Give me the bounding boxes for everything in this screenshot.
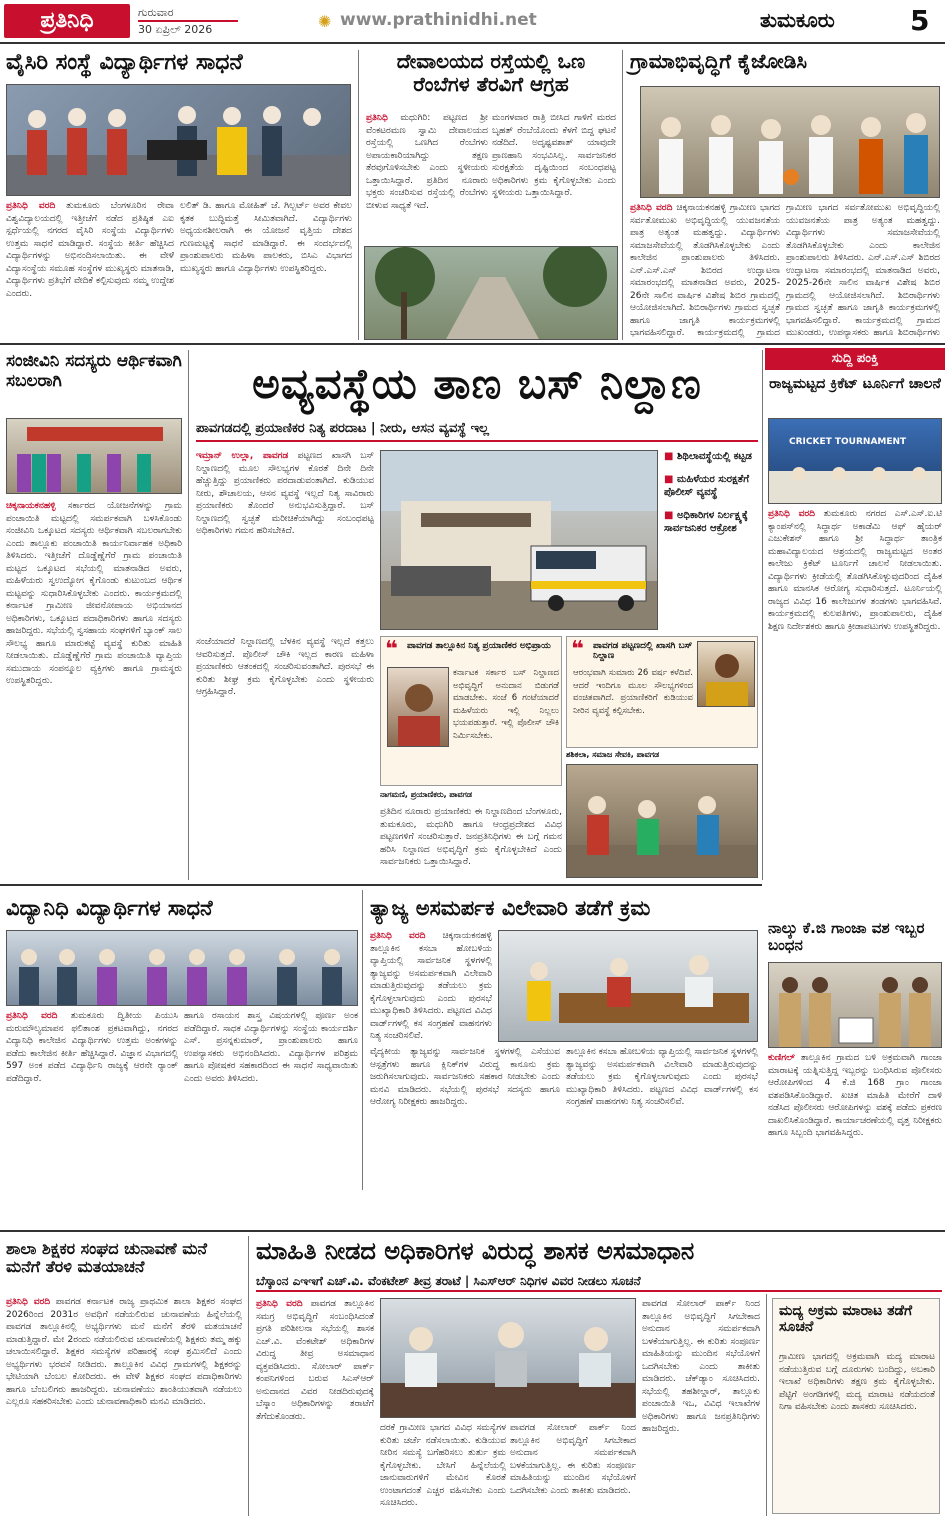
story7-text: ಕರ್ನಾಟಕ ರಾಜ್ಯ ಪ್ರಾಥಮಿಕ ಶಾಲಾ ಶಿಕ್ಷಕರ ಸಂಘದ 2026ರಿಂದ 2031ರ ಅವಧಿಗೆ ನಡೆಯಲಿರುವ ಚುನಾವಣೆಯ ಹಿನ್ನೆಲೆಯಲ್ಲಿ ಪಾವಗಡ ತಾಲ್ಲೂಕಿನಲ್ಲಿ ಅಭ್ಯರ್ಥಿಗಳು ಮನೆ ಮನೆಗೆ ತೆರಳಿ ಮತಯಾಚನೆ ಮಾಡುತ್ತಿದ್ದಾರೆ. ಮೇ 2ರಂದು ನಡೆಯಲಿರುವ ಚುನಾವಣೆಯಲ್ಲಿ ಶಿಕ್ಷಕರು ತಮ್ಮ ಹಕ್ಕು ಚಲಾಯಿಸಲಿದ್ದಾರೆ. ಶಿಕ್ಷಕರ ಸಮಸ್ಯೆಗಳ ಪರಿಹಾರಕ್ಕೆ ಸಂಘ ಶ್ರಮಿಸಲಿದೆ ಎಂದು ಅಭ್ಯರ್ಥಿಗಳು ಭರವಸೆ ನೀಡಿದರು. ತಾಲ್ಲೂಕಿನ ವಿವಿಧ ಗ್ರಾಮಗಳಲ್ಲಿ ಶಿಕ್ಷಕರನ್ನು ಭೇಟಿಯಾಗಿ ಬೆಂಬಲ ಕೋರಿದರು. ಈ ವೇಳೆ ಶಿಕ್ಷಕರ ಸಂಘದ ಪದಾಧಿಕಾರಿಗಳು ಹಾಗೂ ಬೆಂಬಲಿಗರು ಹಾಜರಿದ್ದರು. ಚುನಾವಣೆಯು ಶಾಂತಿಯುತವಾಗಿ ನಡೆಯಲು ಎಲ್ಲರೂ ಸಹಕರಿಸಬೇಕು ಎಂದು ಚುನಾವಣಾಧಿಕಾರಿ ಮನವಿ ಮಾಡಿದರು. [6, 1297, 242, 1407]
main-col2: ಸಂಜೆಯಾದರೆ ನಿಲ್ದಾಣದಲ್ಲಿ ಬೆಳಕಿನ ವ್ಯವಸ್ಥೆ ಇಲ್ಲದೆ ಕತ್ತಲು ಆವರಿಸುತ್ತದೆ. ಪೊಲೀಸ್ ಚೌಕಿ ಇಲ್ಲದ ಕಾರಣ ಮಹಿಳಾ ಪ್ರಯಾಣಿಕರು ಆತಂಕದಲ್ಲಿ ಸಂಚರಿಸುವಂತಾಗಿದೆ. ಪುರಸಭೆ ಈ ಕುರಿತು ಶೀಘ್ರ ಕ್ರಮ ಕೈಗೊಳ್ಳಬೇಕು ಎಂದು ಸ್ಥಳೀಯರು ಆಗ್ರಹಿಸಿದ್ದಾರೆ. [196, 637, 374, 697]
road-trees-illustration [365, 247, 618, 340]
side2-text: ತಾಲ್ಲೂಕಿನ ಗ್ರಾಮದ ಬಳಿ ಅಕ್ರಮವಾಗಿ ಗಾಂಜಾ ಮಾರಾಟಕ್ಕೆ ಯತ್ನಿಸುತ್ತಿದ್ದ ಇಬ್ಬರನ್ನು ಬಂಧಿಸಿರುವ ಪೊಲೀಸರು ಆರೋಪಿಗಳಿಂದ 4 ಕೆ.ಜಿ 168 ಗ್ರಾಂ ಗಾಂಜಾ ವಶಪಡಿಸಿಕೊಂಡಿದ್ದಾರೆ. ಖಚಿತ ಮಾಹಿತಿ ಮೇರೆಗೆ ದಾಳಿ ನಡೆಸಿದ ಪೊಲೀಸರು ಆರೋಪಿಗಳನ್ನು ವಶಕ್ಕೆ ಪಡೆದು ಪ್ರಕರಣ ದಾಖಲಿಸಿಕೊಂಡಿದ್ದಾರೆ. ಕಾರ್ಯಾಚರಣೆಯಲ್ಲಿ ವೃತ್ತ ನಿರೀಕ್ಷಕರು ಹಾಗೂ ಸಿಬ್ಬಂದಿ ಭಾಗವಹಿಸಿದ್ದರು. [768, 1053, 942, 1138]
story2-col1 [366, 112, 488, 242]
story2-headline: ದೇವಾಲಯದ ರಸ್ತೆಯಲ್ಲಿ ಒಣ ರೆಂಬೆಗಳ ತೆರವಿಗೆ ಆಗ್ರಹ [396, 49, 586, 96]
side2-body [768, 1052, 942, 1224]
bullet-1: ■ ಶಿಥಿಲಾವಸ್ಥೆಯಲ್ಲಿ ಕಟ್ಟಡ [664, 451, 752, 462]
officials-meeting-illustration [381, 1299, 636, 1418]
bus-stand-illustration [381, 451, 658, 630]
story6-col2: ವೈದ್ಯಕೀಯ ತ್ಯಾಜ್ಯವನ್ನು ಸಾರ್ವಜನಿಕ ಸ್ಥಳಗಳಲ್ಲಿ ಎಸೆಯುವ ಆಸ್ಪತ್ರೆಗಳು ಹಾಗೂ ಕ್ಲಿನಿಕ್‌ಗಳ ವಿರುದ್ಧ ಕಾನೂನು ಕ್ರಮ ಜರುಗಿಸಲಾಗುವುದು. ಸಾರ್ವಜನಿಕರು ಸಹಕಾರ ನೀಡಬೇಕು ಎಂದು ಮನವಿ ಮಾಡಿದರು. ಸಭೆಯಲ್ಲಿ ಪುರಸಭೆ ಸದಸ್ಯರು ಹಾಗೂ ಆರೋಗ್ಯ ನಿರೀಕ್ಷಕರು ಹಾಜರಿದ್ದರು. [370, 1047, 560, 1107]
story5-place: ತುಮಕೂರು [70, 1011, 105, 1021]
main-col1-text: ಪಟ್ಟಣದ ಖಾಸಗಿ ಬಸ್ ನಿಲ್ದಾಣದಲ್ಲಿ ಮೂಲ ಸೌಲಭ್ಯಗಳ ಕೊರತೆ ದಿನೇ ದಿನೇ ಹೆಚ್ಚುತ್ತಿದ್ದು ಪ್ರಯಾಣಿಕರು ಪರದಾಡುವಂತಾಗಿದೆ. ಕುಡಿಯುವ ನೀರು, ಶೌಚಾಲಯ, ಆಸನ ವ್ಯವಸ್ಥೆ ಇಲ್ಲದೆ ನಿತ್ಯ ಸಾವಿರಾರು ಪ್ರಯಾಣಿಕರು ತೊಂದರೆ ಅನುಭವಿಸುತ್ತಿದ್ದಾರೆ. ಬಸ್ ನಿಲ್ದಾಣದಲ್ಲಿ ಸ್ವಚ್ಛತೆ ಮರೀಚಿಕೆಯಾಗಿದ್ದು ಸಂಬಂಧಪಟ್ಟ ಅಧಿಕಾರಿಗಳು ಗಮನ ಹರಿಸಬೇಕಿದೆ. [196, 451, 374, 536]
story6-dateline: ಪ್ರತಿನಿಧಿ ವರದಿ [370, 931, 426, 941]
main-subhead: ಪಾವಗಡದಲ್ಲಿ ಪ್ರಯಾಣಿಕರ ನಿತ್ಯ ಪರದಾಟ | ನೀರು, ಆಸನ ವ್ಯವಸ್ಥೆ ಇಲ್ಲ [196, 421, 489, 436]
story3-headline: ಗ್ರಾಮಾಭಿವೃದ್ಧಿಗೆ ಕೈಜೋಡಿಸಿ [630, 49, 808, 73]
quote-mark-icon: ❝ [385, 637, 398, 662]
side1-text: ನಗರದ ಎಸ್.ಎಸ್.ಐ.ಟಿ ಕ್ಯಾಂಪಸ್‌ನಲ್ಲಿ ಸಿದ್ಧಾರ್ಥ ಅಕಾಡೆಮಿ ಆಫ್ ಹೈಯರ್ ಎಜುಕೇಶನ್ ಹಾಗೂ ಶ್ರೀ ಸಿದ್ಧಾರ್ಥ ತಾಂತ್ರಿಕ ಮಹಾವಿದ್ಯಾಲಯದ ಆಶ್ರಯದಲ್ಲಿ ರಾಜ್ಯಮಟ್ಟದ ಅಂತರ ಕಾಲೇಜು ಕ್ರಿಕೆಟ್ ಟೂರ್ನಿಗೆ ಚಾಲನೆ ನೀಡಲಾಯಿತು. ವಿದ್ಯಾರ್ಥಿಗಳು ಕ್ರೀಡೆಯಲ್ಲಿ ತೊಡಗಿಸಿಕೊಳ್ಳುವುದರಿಂದ ದೈಹಿಕ ಹಾಗೂ ಮಾನಸಿಕ ಆರೋಗ್ಯ ಸುಧಾರಿಸುತ್ತದೆ. ಟೂರ್ನಿಯಲ್ಲಿ ರಾಜ್ಯದ ವಿವಿಧ 16 ಕಾಲೇಜುಗಳ ತಂಡಗಳು ಭಾಗವಹಿಸಿವೆ. ಕಾರ್ಯಕ್ರಮದಲ್ಲಿ ಕುಲಪತಿಗಳು, ಪ್ರಾಂಶುಪಾಲರು, ದೈಹಿಕ ಶಿಕ್ಷಣ ನಿರ್ದೇಶಕರು ಹಾಗೂ ಕ್ರೀಡಾಪಟುಗಳು ಉಪಸ್ಥಿತರಿದ್ದರು. [768, 509, 942, 632]
issue-date: 30 ಏಪ್ರಿಲ್ 2026 [138, 23, 213, 36]
side1-place: ತುಮಕೂರು [823, 509, 858, 519]
main-col3: ಪ್ರತಿದಿನ ನೂರಾರು ಪ್ರಯಾಣಿಕರು ಈ ನಿಲ್ದಾಣದಿಂದ ಬೆಂಗಳೂರು, ತುಮಕೂರು, ಮಧುಗಿರಿ ಹಾಗೂ ಆಂಧ್ರಪ್ರದೇಶದ ವಿವಿಧ ಪಟ್ಟಣಗಳಿಗೆ ಸಂಚರಿಸುತ್ತಾರೆ. ಜನಪ್ರತಿನಿಧಿಗಳು ಈ ಬಗ್ಗೆ ಗಮನ ಹರಿಸಿ ನಿಲ್ದಾಣದ ಅಭಿವೃದ್ಧಿಗೆ ಕ್ರಮ ಕೈಗೊಳ್ಳಬೇಕಿದೆ ಎಂದು ಸಾರ್ವಜನಿಕರು ಒತ್ತಾಯಿಸಿದ್ದಾರೆ. [380, 807, 562, 867]
story7-headline: ಶಾಲಾ ಶಿಕ್ಷಕರ ಸಂಘದ ಚುನಾವಣೆ ಮನೆ ಮನೆಗೆ ತೆರಳಿ ಮತಯಾಚನೆ [6, 1239, 207, 1277]
story1-headline: ವೈಸಿರಿ ಸಂಸ್ಥೆ ವಿದ್ಯಾರ್ಥಿಗಳ ಸಾಧನೆ [6, 50, 243, 75]
website-link[interactable]: www.prathinidhi.net [340, 10, 537, 30]
story8-col1 [256, 1298, 374, 1514]
side1-dateline: ಪ್ರತಿನಿಧಿ ವರದಿ [768, 509, 815, 519]
police-team-illustration [769, 963, 942, 1048]
group-photo-illustration [7, 419, 182, 494]
story7-body [6, 1296, 242, 1514]
story8-col4 [642, 1298, 760, 1514]
day-label: ಗುರುವಾರ [138, 6, 174, 19]
story5-headline: ವಿದ್ಯಾನಿಧಿ ವಿದ್ಯಾರ್ಥಿಗಳ ಸಾಧನೆ [6, 896, 213, 920]
story3-dateline: ಪ್ರತಿನಿಧಿ ವರದಿ [630, 203, 673, 213]
day-underline [138, 20, 238, 22]
story4-photo [6, 418, 182, 494]
main-headline: ಅವ್ಯವಸ್ಥೆಯ ತಾಣ ಬಸ್ ನಿಲ್ದಾಣ [252, 359, 702, 408]
section-rule [0, 343, 945, 345]
woman-portrait-icon [698, 642, 755, 707]
story1-dateline: ಪ್ರತಿನಿಧಿ ವರದಿ [6, 201, 56, 211]
main-bullets [664, 450, 758, 630]
bullet-square-icon: ■ [664, 510, 677, 521]
side3-headline: ಮದ್ಯ ಅಕ್ರಮ ಮಾರಾಟ ತಡೆಗೆ ಸೂಚನೆ [779, 1303, 913, 1336]
story4-body [6, 500, 182, 878]
story8-subhead: ಬೆಸ್ಕಾಂನ ಎಇಇಗೆ ಎಚ್.ವಿ. ವೆಂಕಟೇಶ್ ತೀವ್ರ ತರಾಟೆ | ಸಿಎಸ್‌ಆರ್ ನಿಧಿಗಳ ವಿವರ ನೀಡಲು ಸೂಚನೆ [256, 1274, 641, 1288]
side2-headline: ನಾಲ್ಕು ಕೆ.ಜಿ ಗಾಂಜಾ ವಶ ಇಬ್ಬರ ಬಂಧನ [768, 919, 925, 955]
story2-col2: ಮಂಗಳವಾರ ರಾತ್ರಿ ಬೀಸಿದ ಗಾಳಿಗೆ ಮರದ ಬೃಹತ್ ರೆಂಬೆಯೊಂದು ಕೆಳಗೆ ಬಿದ್ದ ಘಟನೆ ನಡೆದಿದೆ. ಅದೃಷ್ಟವಶಾತ್ ಯಾವುದೇ ಪ್ರಾಣಹಾನಿ ಸಂಭವಿಸಿಲ್ಲ. ಸಾರ್ವಜನಿಕರ ಸುರಕ್ಷತೆಯ ದೃಷ್ಟಿಯಿಂದ ಸಂಬಂಧಪಟ್ಟ ಅಧಿಕಾರಿಗಳು ಕ್ರಮ ಕೈಗೊಳ್ಳಬೇಕು ಎಂದು ಸ್ಥಳೀಯರು ಒತ್ತಾಯಿಸಿದ್ದಾರೆ. [492, 113, 616, 198]
story5-photo [6, 930, 358, 1006]
column-divider [766, 1294, 767, 1516]
story8-headline: ಮಾಹಿತಿ ನೀಡದ ಅಧಿಕಾರಿಗಳ ವಿರುದ್ಧ ಶಾಸಕ ಅಸಮಾಧಾನ [256, 1237, 695, 1265]
edition-city: ತುಮಕೂರು [760, 8, 835, 32]
group-photo-illustration [7, 85, 351, 196]
story5-col1 [6, 1010, 178, 1190]
column-divider [248, 1236, 249, 1516]
students-strip-illustration [7, 931, 358, 1006]
story3-body: ಗ್ರಾಮೀಣ ಭಾಗದ ಸರ್ವತೋಮುಖ ಅಭಿವೃದ್ಧಿಯಲ್ಲಿ ಯುವಜನತೆಯ ಪಾತ್ರ ಅತ್ಯಂತ ಮಹತ್ವದ್ದು. ವಿದ್ಯಾರ್ಥಿಗಳು ಸಮಾಜಸೇವೆಯಲ್ಲಿ ತೊಡಗಿಸಿಕೊಳ್ಳಬೇಕು ಎಂದು ಕಾಲೇಜಿನ ಪ್ರಾಂಶುಪಾಲರು ತಿಳಿಸಿದರು. ಎನ್.ಎಸ್.ಎಸ್ ಶಿಬಿರದ ಉದ್ಘಾಟನಾ ಸಮಾರಂಭದಲ್ಲಿ ಮಾತನಾಡಿದ ಅವರು, 2025-26ನೇ ಸಾಲಿನ ವಾರ್ಷಿಕ ವಿಶೇಷ ಶಿಬಿರ ಗ್ರಾಮದಲ್ಲಿ ಆಯೋಜಿಸಲಾಗಿದೆ. ಶಿಬಿರಾರ್ಥಿಗಳು ಗ್ರಾಮದ ಸ್ವಚ್ಛತೆ ಹಾಗೂ ಜಾಗೃತಿ ಕಾರ್ಯಕ್ರಮಗಳಲ್ಲಿ ಭಾಗವಹಿಸಲಿದ್ದಾರೆ. ಕಾರ್ಯಕ್ರಮದಲ್ಲಿ ಗ್ರಾಮದ [630, 203, 780, 338]
column-divider [188, 350, 189, 880]
quote2-box [566, 636, 758, 748]
page-number: 5 [910, 4, 930, 37]
woman-portrait-icon [388, 668, 449, 747]
story5-dateline: ಪ್ರತಿನಿಧಿ ವರದಿ [6, 1011, 58, 1021]
quote1-box [380, 636, 562, 786]
bullet-square-icon: ■ [664, 474, 677, 485]
column-divider [762, 350, 763, 880]
story2-body1: ಮಧುಗಿರಿ: ಪಟ್ಟಣದ ಶ್ರೀ ವೆಂಕಟರಮಣ ಸ್ವಾಮಿ ದೇವಾಲಯದ ರಸ್ತೆಯಲ್ಲಿ ಒಣಗಿದ ರೆಂಬೆಗಳು ಅಪಾಯಕಾರಿಯಾಗಿದ್ದು ತಕ್ಷಣ ತೆರವುಗೊಳಿಸಬೇಕು ಎಂದು ಸ್ಥಳೀಯರು ಒತ್ತಾಯಿಸಿದ್ದಾರೆ. ಪ್ರತಿದಿನ ನೂರಾರು ಭಕ್ತರು ಸಂಚರಿಸುವ ರಸ್ತೆಯಲ್ಲಿ ರೆಂಬೆಗಳು ಬೀಳುವ ಸಾಧ್ಯತೆ ಇದೆ. [366, 113, 488, 211]
side1-photo [768, 418, 942, 504]
tournament-stage-illustration [769, 419, 942, 504]
story6-body1: ತಾಲ್ಲೂಕಿನ ಕಸಬಾ ಹೋಬಳಿಯ ವ್ಯಾಪ್ತಿಯಲ್ಲಿ ಸಾರ್ವಜನಿಕ ಸ್ಥಳಗಳಲ್ಲಿ ತ್ಯಾಜ್ಯವನ್ನು ಅಸಮರ್ಪಕವಾಗಿ ವಿಲೇವಾರಿ ಮಾಡುತ್ತಿರುವುದನ್ನು ತಡೆಯಲು ಕ್ರಮ ಕೈಗೊಳ್ಳಲಾಗುವುದು ಎಂದು ಪುರಸಭೆ ಮುಖ್ಯಾಧಿಕಾರಿ ತಿಳಿಸಿದರು. ಪಟ್ಟಣದ ವಿವಿಧ ವಾರ್ಡ್‌ಗಳಲ್ಲಿ ಕಸ ಸಂಗ್ರಹಣೆ ವಾಹನಗಳು ನಿತ್ಯ ಸಂಚರಿಸಲಿವೆ. [370, 943, 492, 1041]
quote2-attribution: ಶಶಿಕಲಾ, ಸಮಾಜ ಸೇವಕಿ, ಪಾವಗಡ [566, 750, 660, 759]
story6-place: ಚಿಕ್ಕನಾಯಕನಹಳ್ಳಿ [442, 931, 492, 941]
bullet-2: ■ ಮಹಿಳೆಯರ ಸುರಕ್ಷತೆಗೆ ಪೊಲೀಸ್ ವ್ಯವಸ್ಥೆ [664, 474, 750, 498]
side1-headline: ರಾಜ್ಯಮಟ್ಟದ ಕ್ರಿಕೆಟ್ ಟೂರ್ನಿಗೆ ಚಾಲನೆ [769, 376, 941, 392]
story3-col1 [630, 202, 780, 340]
sun-icon: ✺ [318, 12, 332, 31]
story5-body1: ದ್ವಿತೀಯ ಪಿಯುಸಿ ಮರುಮೌಲ್ಯಮಾಪನ ಫಲಿತಾಂಶ ಪ್ರಕಟವಾಗಿದ್ದು, ನಗರದ ವಿದ್ಯಾನಿಧಿ ಕಾಲೇಜಿನ ವಿದ್ಯಾರ್ಥಿಗಳು ಉತ್ತಮ ಅಂಕಗಳನ್ನು ಪಡೆದು ಕಾಲೇಜಿನ ಕೀರ್ತಿ ಹೆಚ್ಚಿಸಿದ್ದಾರೆ. ವಿಜ್ಞಾನ ವಿಭಾಗದಲ್ಲಿ 597 ಅಂಕ ಪಡೆದ ವಿದ್ಯಾರ್ಥಿನಿ ರಾಜ್ಯಕ್ಕೆ ಆರನೇ ರ‍್ಯಾಂಕ್ ಪಡೆದಿದ್ದಾರೆ. [6, 1011, 178, 1084]
story6-col3: ತಾಲ್ಲೂಕಿನ ಕಸಬಾ ಹೋಬಳಿಯ ವ್ಯಾಪ್ತಿಯಲ್ಲಿ ಸಾರ್ವಜನಿಕ ಸ್ಥಳಗಳಲ್ಲಿ ತ್ಯಾಜ್ಯವನ್ನು ಅಸಮರ್ಪಕವಾಗಿ ವಿಲೇವಾರಿ ಮಾಡುತ್ತಿರುವುದನ್ನು ತಡೆಯಲು ಕ್ರಮ ಕೈಗೊಳ್ಳಲಾಗುವುದು ಎಂದು ಪುರಸಭೆ ಮುಖ್ಯಾಧಿಕಾರಿ ತಿಳಿಸಿದರು. ಪಟ್ಟಣದ ವಿವಿಧ ವಾರ್ಡ್‌ಗಳಲ್ಲಿ ಕಸ ಸಂಗ್ರಹಣೆ ವಾಹನಗಳು ನಿತ್ಯ ಸಂಚರಿಸಲಿವೆ. [566, 1047, 758, 1107]
main-subhead-bar [196, 418, 758, 442]
story3-col2: ಗ್ರಾಮೀಣ ಭಾಗದ ಸರ್ವತೋಮುಖ ಅಭಿವೃದ್ಧಿಯಲ್ಲಿ ಯುವಜನತೆಯ ಪಾತ್ರ ಅತ್ಯಂತ ಮಹತ್ವದ್ದು. ವಿದ್ಯಾರ್ಥಿಗಳು ಸಮಾಜಸೇವೆಯಲ್ಲಿ ತೊಡಗಿಸಿಕೊಳ್ಳಬೇಕು ಎಂದು ಕಾಲೇಜಿನ ಪ್ರಾಂಶುಪಾಲರು ತಿಳಿಸಿದರು. ಎನ್.ಎಸ್.ಎಸ್ ಶಿಬಿರದ ಉದ್ಘಾಟನಾ ಸಮಾರಂಭದಲ್ಲಿ ಮಾತನಾಡಿದ ಅವರು, 2025-26ನೇ ಸಾಲಿನ ವಾರ್ಷಿಕ ವಿಶೇಷ ಶಿಬಿರ ಗ್ರಾಮದಲ್ಲಿ ಆಯೋಜಿಸಲಾಗಿದೆ. ಶಿಬಿರಾರ್ಥಿಗಳು ಗ್ರಾಮದ ಸ್ವಚ್ಛತೆ ಹಾಗೂ ಜಾಗೃತಿ ಕಾರ್ಯಕ್ರಮಗಳಲ್ಲಿ ಭಾಗವಹಿಸಲಿದ್ದಾರೆ. ಕಾರ್ಯಕ್ರಮದಲ್ಲಿ ಗ್ರಾಮದ ಮುಖಂಡರು, ಉಪನ್ಯಾಸಕರು ಹಾಗೂ ಶಿಬಿರಾರ್ಥಿಗಳು [786, 203, 940, 338]
story8-col2: ದರಕೆ ಗ್ರಾಮೀಣ ಭಾಗದ ವಿವಿಧ ಸಮಸ್ಯೆಗಳ ಕುರಿತು ಚರ್ಚೆ ನಡೆಸಲಾಯಿತು. ಕುಡಿಯುವ ನೀರಿನ ಸಮಸ್ಯೆ ಬಗೆಹರಿಸಲು ತುರ್ತು ಕ್ರಮ ಕೈಗೊಳ್ಳಬೇಕು. ಬೇಸಿಗೆ ಹಿನ್ನೆಲೆಯಲ್ಲಿ ಜಾನುವಾರುಗಳಿಗೆ ಮೇವಿನ ಕೊರತೆ ಉಂಟಾಗದಂತೆ ಎಚ್ಚರ ವಹಿಸಬೇಕು ಎಂದು ಸೂಚಿಸಿದರು. [380, 1423, 506, 1508]
quote2-text: ಆರಂಭವಾಗಿ ಸುಮಾರು 26 ವರ್ಷ ಕಳೆದಿವೆ. ಆದರೆ ಇಂದಿಗೂ ಮೂಲ ಸೌಲಭ್ಯಗಳಿಂದ ವಂಚಿತವಾಗಿದೆ. ಪ್ರಯಾಣಿಕರಿಗೆ ಕುಡಿಯುವ ನೀರಿನ ವ್ಯವಸ್ಥೆ ಕಲ್ಪಿಸಬೇಕು. [573, 668, 693, 716]
story3-place: ಚಿಕ್ಕನಾಯಕನಹಳ್ಳಿ [676, 203, 726, 213]
story2-dateline: ಪ್ರತಿನಿಧಿ [366, 113, 388, 123]
story1-place: ತುಮಕೂರು [66, 201, 100, 211]
story1-col2: ಲಲಿತ್ ಡಿ. ಹಾಗೂ ಮೋಹಿತ್ ಜೆ. ಗಿಲ್ಬರ್ಟ್ ಅವರ ಕೇವಲ ಕೃತಕ ಬುದ್ಧಿಮತ್ತೆ ಸೀಮಿತವಾಗಿದೆ. ವಿದ್ಯಾರ್ಥಿಗಳು ಅಧ್ಯಯನಶೀಲರಾಗಿ ಈ ಯೋಜನೆ ವೃತ್ತಿಯ ದೇಶದ ಗುಣಮಟ್ಟಕ್ಕೆ ಸಾಧನೆ ಮಾಡಿದ್ದಾರೆ. ಈ ಸಂದರ್ಭದಲ್ಲಿ ಪ್ರಾಂಶುಪಾಲರು ಮಹಿಳಾ ಪಾಲಕರು, ಬಿಸಿಎ ವಿಭಾಗದ ಮುಖ್ಯಸ್ಥರು ಹಾಗೂ ವಿದ್ಯಾರ್ಥಿಗಳು ಉಪಸ್ಥಿತರಿದ್ದರು. [180, 201, 352, 274]
story7-place: ಪಾವಗಡ [55, 1297, 82, 1307]
bullet-square-icon: ■ [664, 451, 677, 462]
masthead [0, 0, 945, 44]
bullet-3: ■ ಅಧಿಕಾರಿಗಳ ನಿರ್ಲಕ್ಷ್ಯಕ್ಕೆ ಸಾರ್ವಜನಿಕರ ಆಕ್ರೋಶ [664, 510, 748, 534]
quote-mark-icon: ❝ [571, 637, 584, 662]
story6-photo [498, 930, 758, 1042]
quote1-title: ಪಾವಗಡ ತಾಲ್ಲೂಕಿನ ನಿತ್ಯ ಪ್ರಯಾಣಿಕರ ಅಭಿಪ್ರಾಯ [407, 641, 551, 651]
story8-subhead-bar [256, 1272, 942, 1292]
side3-box [772, 1298, 940, 1514]
story8-dateline: ಪ್ರತಿನಿಧಿ ವರದಿ [256, 1299, 303, 1309]
story8-col1-text: ತಾಲ್ಲೂಕಿನ ಸಮಗ್ರ ಅಭಿವೃದ್ಧಿಗೆ ಸಂಬಂಧಿಸಿದಂತೆ ಪ್ರಗತಿ ಪರಿಶೀಲನಾ ಸಭೆಯಲ್ಲಿ ಶಾಸಕ ಎಚ್.ವಿ. ವೆಂಕಟೇಶ್ ಅಧಿಕಾರಿಗಳ ವಿರುದ್ಧ ತೀವ್ರ ಅಸಮಾಧಾನ ವ್ಯಕ್ತಪಡಿಸಿದರು. ಸೋಲಾರ್ ಪಾರ್ಕ್ ಕಂಪನಿಗಳಿಂದ ಬರುವ ಸಿಎಸ್‌ಆರ್ ಅನುದಾನದ ವಿವರ ನೀಡದಿರುವುದಕ್ಕೆ ಬೆಸ್ಕಾಂ ಅಧಿಕಾರಿಗಳನ್ನು ತರಾಟೆಗೆ ತೆಗೆದುಕೊಂಡರು. [256, 1299, 374, 1422]
waiting-passengers-illustration [567, 765, 758, 878]
ceremony-photo-illustration [641, 87, 940, 198]
story4-place: ಚಿಕ್ಕನಾಯಕನಹಳ್ಳಿ [6, 501, 56, 511]
quote2-portrait [697, 641, 755, 707]
meeting-room-illustration [499, 931, 758, 1042]
story8-col4-text2: ಚೆಕ್‌ಡ್ಯಾಂ ಸೂಚಿಸಿದರು. ಸಭೆಯಲ್ಲಿ ತಹಶೀಲ್ದಾರ್, ತಾಲ್ಲೂಕು ಪಂಚಾಯಿತಿ ಇಒ, ವಿವಿಧ ಇಲಾಖೆಗಳ ಅಧಿಕಾರಿಗಳು ಹಾಗೂ ಜನಪ್ರತಿನಿಧಿಗಳು ಹಾಜರಿದ್ದರು. [642, 1374, 760, 1434]
story5-col2: ಹಾಗೂ ರಸಾಯನ ಶಾಸ್ತ್ರ ವಿಷಯಗಳಲ್ಲಿ ಪೂರ್ಣ ಅಂಕ ಪಡೆದಿದ್ದಾರೆ. ಸಾಧಕ ವಿದ್ಯಾರ್ಥಿಗಳನ್ನು ಸಂಸ್ಥೆಯ ಕಾರ್ಯದರ್ಶಿ ಎಸ್. ಪ್ರಸನ್ನಕುಮಾರ್, ಪ್ರಾಂಶುಪಾಲರು ಹಾಗೂ ಉಪನ್ಯಾಸಕರು ಅಭಿನಂದಿಸಿದರು. ವಿದ್ಯಾರ್ಥಿಗಳ ಪರಿಶ್ರಮ ಹಾಗೂ ಪೋಷಕರ ಸಹಕಾರದಿಂದ ಈ ಸಾಧನೆ ಸಾಧ್ಯವಾಯಿತು ಎಂದು ಅವರು ತಿಳಿಸಿದರು. [184, 1011, 358, 1084]
main-byline: ಇಮ್ರಾನ್ ಉಲ್ಲಾ, ಪಾವಗಡ [196, 451, 289, 461]
quote1-text: ಕರ್ನಾಟಕ ಸರ್ಕಾರ ಬಸ್ ನಿಲ್ದಾಣದ ಅಭಿವೃದ್ಧಿಗೆ ಅನುದಾನ ಬಿಡುಗಡೆ ಮಾಡಬೇಕು. ಸಂಜೆ 6 ಗಂಟೆಯಾದರೆ ಮಹಿಳೆಯರು ಇಲ್ಲಿ ನಿಲ್ಲಲು ಭಯಪಡುತ್ತಾರೆ. ಇಲ್ಲಿ ಪೊಲೀಸ್ ಚೌಕಿ ನಿರ್ಮಿಸಬೇಕು. [453, 668, 559, 741]
side2-photo [768, 962, 942, 1048]
story3-photo [640, 86, 940, 198]
story6-headline: ತ್ಯಾಜ್ಯ ಅಸಮರ್ಪಕ ವಿಲೇವಾರಿ ತಡೆಗೆ ಕ್ರಮ [370, 896, 651, 920]
main-photo2 [566, 764, 758, 878]
tournament-banner: CRICKET TOURNAMENT [789, 437, 907, 447]
side3-body: ಗ್ರಾಮೀಣ ಭಾಗದಲ್ಲಿ ಅಕ್ರಮವಾಗಿ ಮದ್ಯ ಮಾರಾಟ ನಡೆಯುತ್ತಿರುವ ಬಗ್ಗೆ ದೂರುಗಳು ಬಂದಿದ್ದು, ಅಬಕಾರಿ ಇಲಾಖೆ ಅಧಿಕಾರಿಗಳು ತಕ್ಷಣ ಕ್ರಮ ಕೈಗೊಳ್ಳಬೇಕು. ಪೆಟ್ಟಿಗೆ ಅಂಗಡಿಗಳಲ್ಲಿ ಮದ್ಯ ಮಾರಾಟ ನಡೆಯದಂತೆ ನಿಗಾ ವಹಿಸಬೇಕು ಎಂದು ಶಾಸಕರು ಸೂಚಿಸಿದರು. [779, 1352, 935, 1412]
quote1-attribution: ನಾಗಮಣಿ, ಪ್ರಯಾಣಿಕರು, ಪಾವಗಡ [380, 790, 472, 799]
column-divider [362, 890, 363, 1190]
story8-photo [380, 1298, 636, 1418]
story4-headline: ಸಂಜೀವಿನಿ ಸದಸ್ಯರು ಆರ್ಥಿಕವಾಗಿ ಸಬಲರಾಗಿ [6, 351, 182, 391]
story1-photo [6, 84, 351, 196]
side1-body [768, 508, 942, 838]
main-photo [380, 450, 658, 630]
newspaper-logo: ಪ್ರತಿನಿಧಿ [4, 4, 130, 38]
quote1-portrait [387, 667, 449, 747]
story8-col4-text: ಪಾವಗಡ ಸೋಲಾರ್ ಪಾರ್ಕ್ ನಿಂದ ತಾಲ್ಲೂಕಿನ ಅಭಿವೃದ್ಧಿಗೆ ಸಿಗಬೇಕಾದ ಅನುದಾನ ಸಮರ್ಪಕವಾಗಿ ಬಳಕೆಯಾಗುತ್ತಿಲ್ಲ. ಈ ಕುರಿತು ಸಂಪೂರ್ಣ ಮಾಹಿತಿಯನ್ನು ಮುಂದಿನ ಸಭೆಯೊಳಗೆ ಒದಗಿಸಬೇಕು ಎಂದು ತಾಕೀತು ಮಾಡಿದರು. [642, 1299, 760, 1384]
main-col1 [196, 450, 374, 630]
story2-photo [364, 246, 618, 340]
story6-col1 [370, 930, 492, 1042]
story8-col3: ಪಾವಗಡ ಸೋಲಾರ್ ಪಾರ್ಕ್ ನಿಂದ ತಾಲ್ಲೂಕಿನ ಅಭಿವೃದ್ಧಿಗೆ ಸಿಗಬೇಕಾದ ಅನುದಾನ ಸಮರ್ಪಕವಾಗಿ ಬಳಕೆಯಾಗುತ್ತಿಲ್ಲ. ಈ ಕುರಿತು ಸಂಪೂರ್ಣ ಮಾಹಿತಿಯನ್ನು ಮುಂದಿನ ಸಭೆಯೊಳಗೆ ಒದಗಿಸಬೇಕು ಎಂದು ತಾಕೀತು ಮಾಡಿದರು. [510, 1423, 636, 1496]
column-divider [358, 50, 359, 340]
story1-col1 [6, 200, 174, 340]
story8-place: ಪಾವಗಡ [310, 1299, 337, 1309]
story7-dateline: ಪ್ರತಿನಿಧಿ ವರದಿ [6, 1297, 51, 1307]
side-section-band: ಸುದ್ದಿ ಪಂಕ್ತಿ [765, 348, 945, 370]
story4-text: ಸರ್ಕಾರದ ಯೋಜನೆಗಳನ್ನು ಗ್ರಾಮ ಪಂಚಾಯಿತಿ ಮಟ್ಟದಲ್ಲಿ ಸಮರ್ಪಕವಾಗಿ ಬಳಸಿಕೊಂಡು ಸಂಜೀವಿನಿ ಒಕ್ಕೂಟದ ಸದಸ್ಯರು ಆರ್ಥಿಕವಾಗಿ ಸಬಲರಾಗಬೇಕು ಎಂದು ತಾಲ್ಲೂಕು ಪಂಚಾಯಿತಿ ಕಾರ್ಯನಿರ್ವಾಹಕ ಅಧಿಕಾರಿ ತಿಳಿಸಿದರು. ಇತ್ತೀಚೆಗೆ ದೊಡ್ಡೆಣ್ಣೆಗೆರೆ ಗ್ರಾಮ ಪಂಚಾಯಿತಿ ಮಟ್ಟದ ಒಕ್ಕೂಟದ ಸಭೆಯಲ್ಲಿ ಮಾತನಾಡಿದ ಅವರು, ಮಹಿಳೆಯರು ಸ್ವಉದ್ಯೋಗ ಕೈಗೊಂಡು ಕುಟುಂಬದ ಆರ್ಥಿಕ ಮಟ್ಟವನ್ನು ಸುಧಾರಿಸಿಕೊಳ್ಳಬೇಕು ಎಂದರು. ಕಾರ್ಯಕ್ರಮದಲ್ಲಿ ಕರ್ನಾಟಕ ಗ್ರಾಮೀಣ ಜೀವನೋಪಾಯ ಅಭಿಯಾನದ ಅಧಿಕಾರಿಗಳು, ಒಕ್ಕೂಟದ ಪದಾಧಿಕಾರಿಗಳು ಹಾಗೂ ಸದಸ್ಯರು ಹಾಜರಿದ್ದರು. ಸಭೆಯಲ್ಲಿ ಸ್ವಸಹಾಯ ಸಂಘಗಳಿಗೆ ಬ್ಯಾಂಕ್ ಸಾಲ ಸೌಲಭ್ಯ ಹಾಗೂ ಮಾರುಕಟ್ಟೆ ವ್ಯವಸ್ಥೆ ಕುರಿತು ಮಾಹಿತಿ ನೀಡಲಾಯಿತು. ದೊಡ್ಡೆಣ್ಣೆಗೆರೆ ಗ್ರಾಮ ಪಂಚಾಯಿತಿ ವ್ಯಾಪ್ತಿಯ ಸಮುದಾಯ ಸಂಪನ್ಮೂಲ ವ್ಯಕ್ತಿಗಳು ಹಾಗೂ ಗ್ರಾಮಸ್ಥರು ಉಪಸ್ಥಿತರಿದ್ದರು. [6, 501, 182, 686]
story1-body1: ಬೆಂಗಳೂರಿನ ರೇವಾ ವಿಶ್ವವಿದ್ಯಾಲಯದಲ್ಲಿ ಇತ್ತೀಚೆಗೆ ನಡೆದ ಪ್ರತಿಷ್ಠಿತ ಎಐ ಸ್ಪರ್ಧೆಯಲ್ಲಿ ನಗರದ ವೈಸಿರಿ ಸಂಸ್ಥೆಯ ವಿದ್ಯಾರ್ಥಿಗಳು ಉತ್ತಮ ಸಾಧನೆ ಮಾಡಿದ್ದಾರೆ. ಸಂಸ್ಥೆಯ ಕೀರ್ತಿ ಹೆಚ್ಚಿಸಿದ ವಿದ್ಯಾರ್ಥಿಗಳನ್ನು ಅಭಿನಂದಿಸಲಾಯಿತು. ಈ ವೇಳೆ ವಿದ್ಯಾಸಂಸ್ಥೆಯ ಸಮೂಹ ಸಂಸ್ಥೆಗಳ ಮುಖ್ಯಸ್ಥರು ಮಾತನಾಡಿ, ವಿದ್ಯಾರ್ಥಿಗಳು ಪ್ರತಿಭೆಗೆ ವೇದಿಕೆ ಕಲ್ಪಿಸುವುದು ನಮ್ಮ ಉದ್ದೇಶ ಎಂದರು. [6, 201, 174, 299]
section-rule [0, 884, 762, 886]
column-divider [622, 50, 623, 340]
side2-place: ಕುಣಿಗಲ್ [768, 1053, 795, 1063]
section-rule [0, 1230, 945, 1232]
quote2-title: ಪಾವಗಡ ಪಟ್ಟಣದಲ್ಲಿ ಖಾಸಗಿ ಬಸ್ ನಿಲ್ದಾಣ [593, 641, 693, 661]
